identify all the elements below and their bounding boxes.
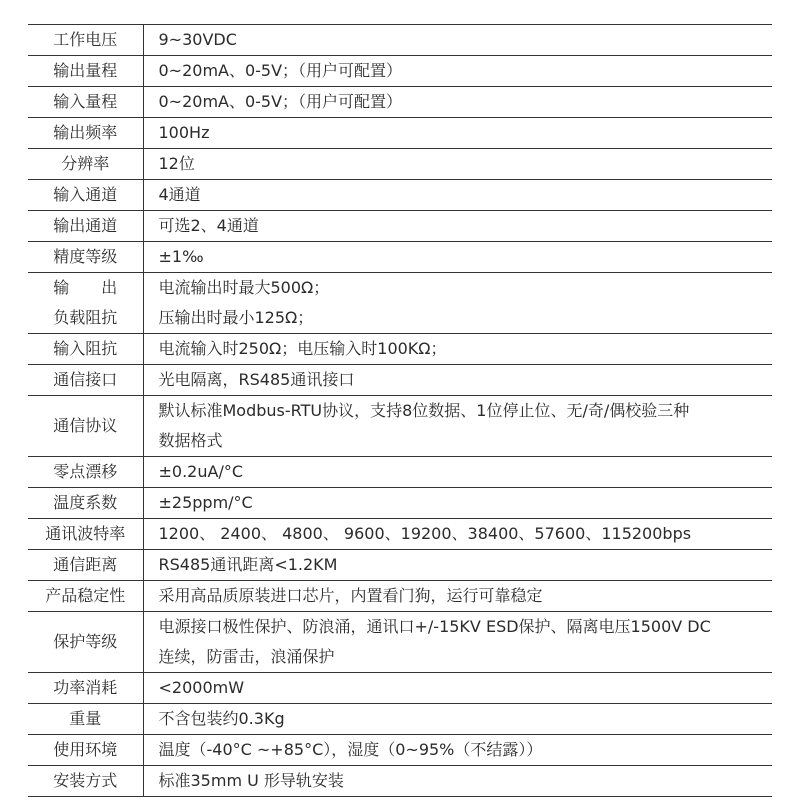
spec-label: 输出频率 bbox=[53, 123, 118, 142]
spec-label-cell bbox=[28, 612, 143, 673]
spec-label-cell bbox=[28, 550, 143, 581]
spec-label-cell bbox=[28, 519, 143, 550]
spec-value: 0~20mA、0-5V；（用户可配置） bbox=[158, 92, 403, 111]
spec-value: 数据格式 bbox=[158, 431, 223, 450]
spec-value-cell bbox=[143, 457, 772, 488]
spec-row bbox=[28, 211, 772, 242]
spec-value: 9~30VDC bbox=[158, 30, 237, 49]
spec-row bbox=[28, 273, 772, 334]
spec-value-cell bbox=[143, 118, 772, 149]
spec-value-cell bbox=[143, 766, 772, 797]
spec-value-cell bbox=[143, 396, 772, 457]
spec-value: 连续，防雷击，浪涌保护 bbox=[158, 647, 335, 666]
spec-label-cell bbox=[28, 334, 143, 365]
spec-row bbox=[28, 457, 772, 488]
spec-row bbox=[28, 519, 772, 550]
spec-value-cell bbox=[143, 56, 772, 87]
spec-label-cell bbox=[28, 365, 143, 396]
spec-row bbox=[28, 735, 772, 766]
spec-value-cell bbox=[143, 550, 772, 581]
spec-value-cell bbox=[143, 334, 772, 365]
spec-row bbox=[28, 766, 772, 797]
spec-label-cell bbox=[28, 149, 143, 180]
spec-value-cell bbox=[143, 25, 772, 56]
spec-value: RS485通讯距离<1.2KM bbox=[158, 555, 338, 574]
spec-row bbox=[28, 242, 772, 273]
spec-value: 不含包装约0.3Kg bbox=[158, 709, 285, 728]
spec-value: 0~20mA、0-5V；（用户可配置） bbox=[158, 61, 403, 80]
spec-label-cell bbox=[28, 242, 143, 273]
spec-label: 输出量程 bbox=[53, 61, 118, 80]
spec-row bbox=[28, 612, 772, 673]
spec-value-cell bbox=[143, 704, 772, 735]
spec-row bbox=[28, 550, 772, 581]
spec-value-cell bbox=[143, 211, 772, 242]
spec-label: 通讯波特率 bbox=[45, 524, 126, 543]
spec-label-cell bbox=[28, 704, 143, 735]
spec-label-cell bbox=[28, 211, 143, 242]
spec-row bbox=[28, 118, 772, 149]
spec-row bbox=[28, 673, 772, 704]
spec-value: 默认标准Modbus-RTU协议，支持8位数据、1位停止位、无/奇/偶校验三种 bbox=[158, 401, 690, 420]
spec-label-cell bbox=[28, 56, 143, 87]
spec-value: 4通道 bbox=[158, 185, 201, 204]
spec-label: 通信接口 bbox=[53, 370, 118, 389]
spec-label: 输出通道 bbox=[53, 216, 118, 235]
spec-row bbox=[28, 56, 772, 87]
spec-label: 精度等级 bbox=[53, 247, 118, 266]
spec-label: 重量 bbox=[69, 709, 102, 728]
spec-value: 电流输入时250Ω；电压输入时100KΩ； bbox=[158, 339, 447, 358]
spec-value: 采用高品质原装进口芯片，内置看门狗，运行可靠稳定 bbox=[158, 586, 543, 605]
spec-label-cell bbox=[28, 118, 143, 149]
spec-label-cell bbox=[28, 87, 143, 118]
spec-row bbox=[28, 180, 772, 211]
spec-value-cell bbox=[143, 612, 772, 673]
spec-row bbox=[28, 488, 772, 519]
spec-value-cell bbox=[143, 180, 772, 211]
spec-value: ±25ppm/°C bbox=[158, 493, 253, 512]
spec-value: 光电隔离，RS485通讯接口 bbox=[158, 370, 355, 389]
spec-value: 12位 bbox=[158, 154, 195, 173]
spec-label: 输入阻抗 bbox=[53, 339, 118, 358]
spec-value: 可选2、4通道 bbox=[158, 216, 259, 235]
spec-label: 工作电压 bbox=[53, 30, 118, 49]
spec-row bbox=[28, 704, 772, 735]
spec-row bbox=[28, 365, 772, 396]
spec-value-cell bbox=[143, 519, 772, 550]
spec-value: <2000mW bbox=[158, 678, 245, 697]
spec-label-cell bbox=[28, 457, 143, 488]
spec-label: 安装方式 bbox=[53, 771, 118, 790]
spec-label-cell bbox=[28, 735, 143, 766]
spec-table bbox=[28, 24, 772, 797]
spec-label: 零点漂移 bbox=[53, 462, 118, 481]
spec-value-cell bbox=[143, 87, 772, 118]
spec-value: 电源接口极性保护、防浪涌，通讯口+/-15KV ESD保护、隔离电压1500V DC bbox=[158, 617, 711, 636]
spec-row bbox=[28, 25, 772, 56]
spec-label: 功率消耗 bbox=[53, 678, 118, 697]
spec-label: 输入通道 bbox=[53, 185, 118, 204]
spec-label: 通信距离 bbox=[53, 555, 118, 574]
spec-row bbox=[28, 87, 772, 118]
spec-value-cell bbox=[143, 581, 772, 612]
spec-value-cell bbox=[143, 735, 772, 766]
spec-label-cell bbox=[28, 273, 143, 334]
spec-value-cell bbox=[143, 149, 772, 180]
spec-row bbox=[28, 581, 772, 612]
spec-label: 输入量程 bbox=[53, 92, 118, 111]
spec-value: 温度（-40°C ~+85°C），湿度（0~95%（不结露）） bbox=[158, 740, 543, 759]
spec-value: 1200、 2400、 4800、 9600、19200、38400、57600、115200bps bbox=[158, 524, 692, 543]
spec-label-cell bbox=[28, 180, 143, 211]
spec-label: 产品稳定性 bbox=[45, 586, 126, 605]
spec-label-cell bbox=[28, 581, 143, 612]
spec-value-cell bbox=[143, 673, 772, 704]
spec-label: 分辨率 bbox=[61, 154, 110, 173]
spec-value: 电流输出时最大500Ω； bbox=[158, 278, 330, 297]
spec-label: 负载阻抗 bbox=[53, 308, 118, 327]
spec-row bbox=[28, 396, 772, 457]
spec-value-cell bbox=[143, 242, 772, 273]
spec-value-cell bbox=[143, 365, 772, 396]
spec-row bbox=[28, 334, 772, 365]
spec-label-cell bbox=[28, 673, 143, 704]
spec-row bbox=[28, 149, 772, 180]
spec-label: 使用环境 bbox=[53, 740, 118, 759]
spec-table-body bbox=[28, 25, 772, 797]
spec-value: 100Hz bbox=[158, 123, 210, 142]
spec-label-cell bbox=[28, 488, 143, 519]
spec-label-cell bbox=[28, 396, 143, 457]
spec-value: 压输出时最小125Ω； bbox=[158, 308, 314, 327]
spec-value: 标准35mm U 形导轨安装 bbox=[158, 771, 344, 790]
spec-label: 输 出 bbox=[53, 278, 118, 297]
spec-label-cell bbox=[28, 25, 143, 56]
spec-value: ±1‰ bbox=[158, 247, 204, 266]
spec-label: 保护等级 bbox=[53, 632, 118, 651]
spec-label: 通信协议 bbox=[53, 416, 118, 435]
spec-value: ±0.2uA/°C bbox=[158, 462, 243, 481]
spec-value-cell bbox=[143, 488, 772, 519]
spec-label-cell bbox=[28, 766, 143, 797]
spec-value-cell bbox=[143, 273, 772, 334]
spec-label: 温度系数 bbox=[53, 493, 118, 512]
